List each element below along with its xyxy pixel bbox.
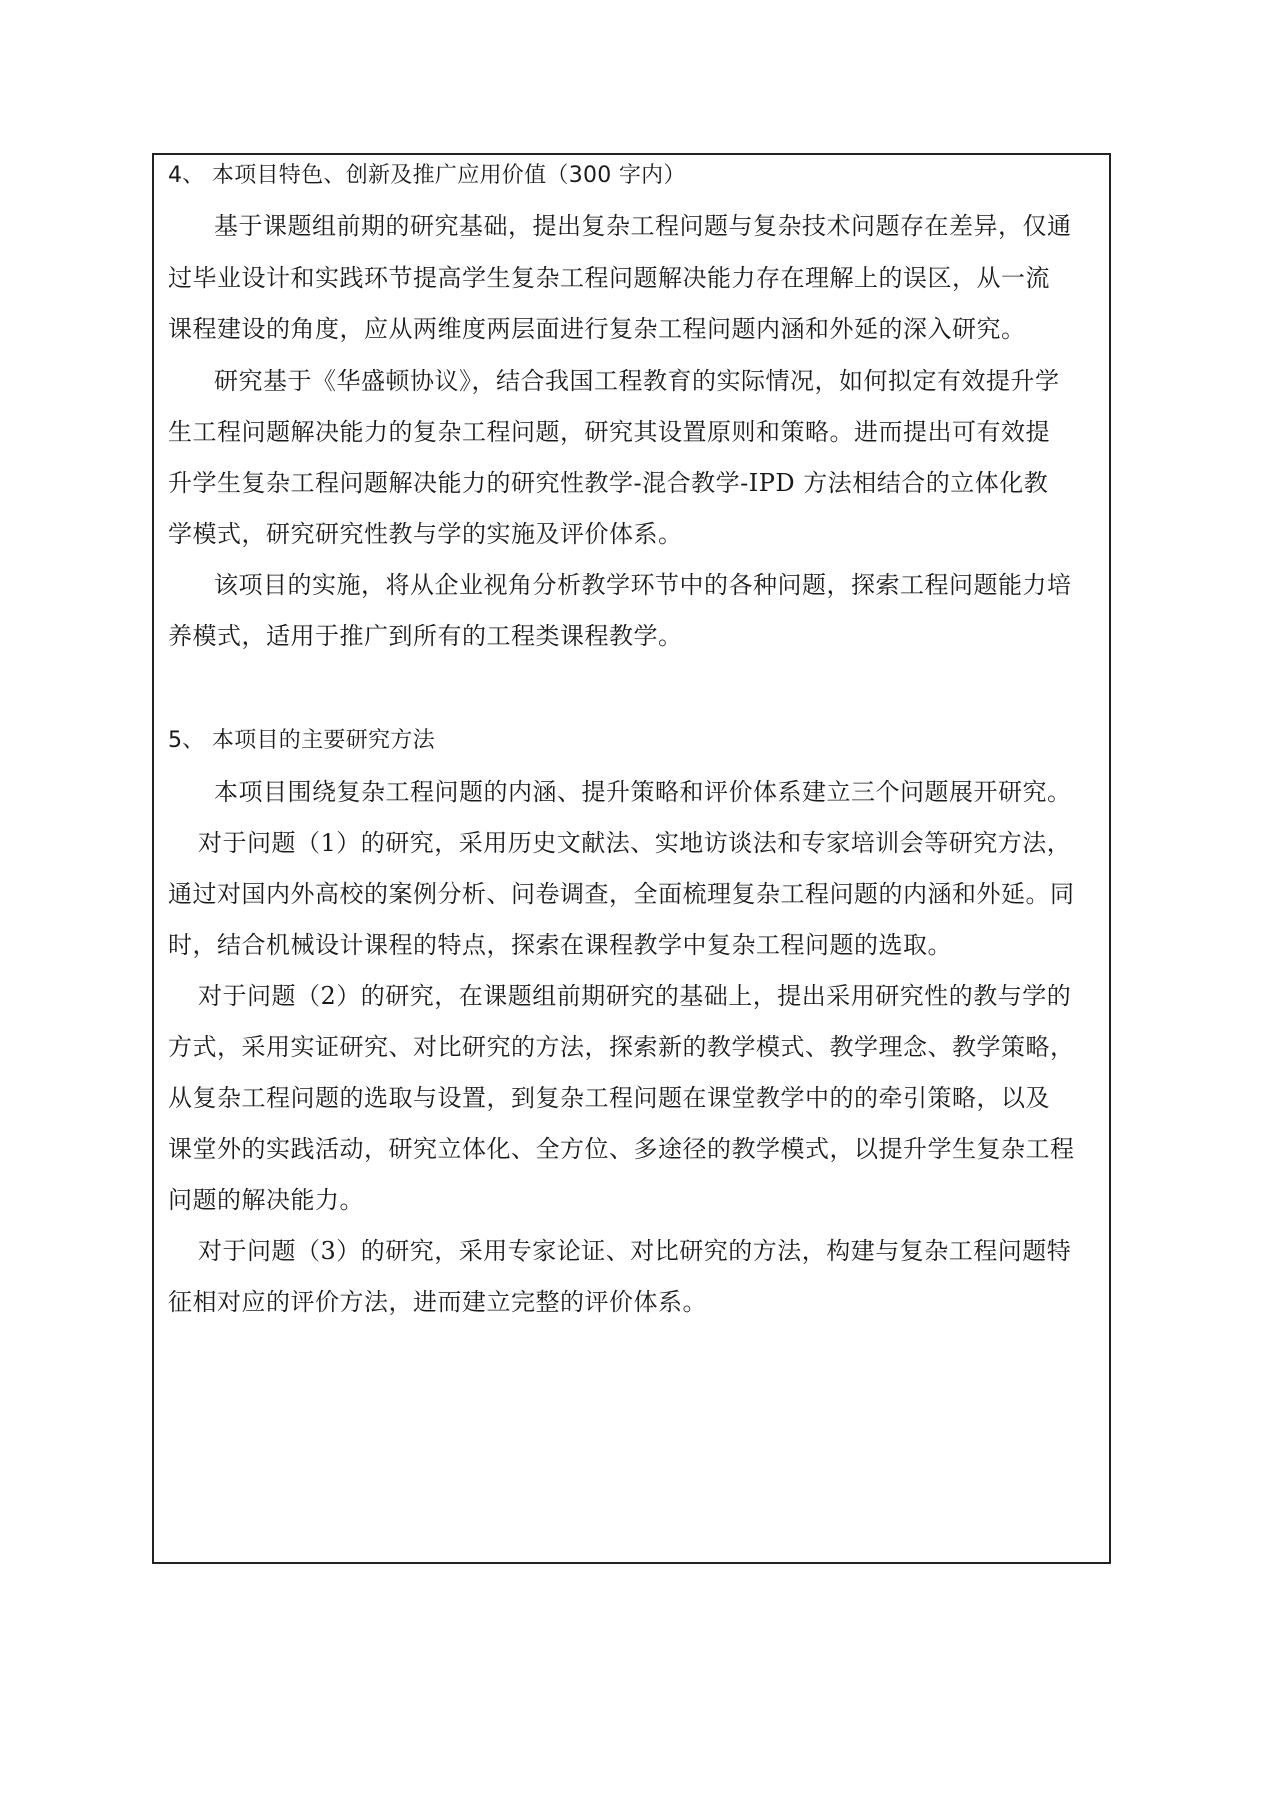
section-4-line-1: 基于课题组前期的研究基础，提出复杂工程问题与复杂技术问题存在差异，仅通 xyxy=(214,212,1072,240)
form-table-cell xyxy=(152,153,1111,1564)
section-4-line-8: 该项目的实施，将从企业视角分析教学环节中的各种问题，探索工程问题能力培 xyxy=(214,571,1072,599)
section-4-line-7: 学模式，研究研究性教与学的实施及评价体系。 xyxy=(168,520,683,548)
section-4-line-3: 课程建设的角度，应从两维度两层面进行复杂工程问题内涵和外延的深入研究。 xyxy=(168,315,1026,343)
section-4-heading: 4、 本项目特色、创新及推广应用价值（300 字内） xyxy=(168,163,686,188)
section-5-line-9: 问题的解决能力。 xyxy=(168,1186,364,1214)
section-5-line-3: 通过对国内外高校的案例分析、问卷调查，全面梳理复杂工程问题的内涵和外延。同 xyxy=(168,880,1075,908)
section-5-line-8: 课堂外的实践活动，研究立体化、全方位、多途径的教学模式，以提升学生复杂工程 xyxy=(168,1135,1075,1163)
section-5-line-7: 从复杂工程问题的选取与设置，到复杂工程问题在课堂教学中的的牵引策略，以及 xyxy=(168,1084,1050,1112)
section-4-line-4: 研究基于《华盛顿协议》，结合我国工程教育的实际情况，如何拟定有效提升学 xyxy=(214,367,1060,395)
section-5-line-6: 方式，采用实证研究、对比研究的方法，探索新的教学模式、教学理念、教学策略， xyxy=(168,1033,1075,1061)
section-4-line-2: 过毕业设计和实践环节提高学生复杂工程问题解决能力存在理解上的误区，从一流 xyxy=(168,264,1050,292)
section-5-line-4: 时，结合机械设计课程的特点，探索在课程教学中复杂工程问题的选取。 xyxy=(168,931,952,959)
section-5-heading: 5、 本项目的主要研究方法 xyxy=(168,728,435,753)
section-4-line-5: 生工程问题解决能力的复杂工程问题，研究其设置原则和策略。进而提出可有效提 xyxy=(168,418,1050,446)
section-5-line-10: 对于问题（3）的研究，采用专家论证、对比研究的方法，构建与复杂工程问题特 xyxy=(198,1237,1072,1265)
section-5-line-2: 对于问题（1）的研究，采用历史文献法、实地访谈法和专家培训会等研究方法， xyxy=(198,829,1072,857)
section-5-line-5: 对于问题（2）的研究，在课题组前期研究的基础上，提出采用研究性的教与学的 xyxy=(198,982,1072,1010)
section-4-line-9: 养模式，适用于推广到所有的工程类课程教学。 xyxy=(168,622,683,650)
section-5-line-1: 本项目围绕复杂工程问题的内涵、提升策略和评价体系建立三个问题展开研究。 xyxy=(214,778,1072,806)
section-4-line-6: 升学生复杂工程问题解决能力的研究性教学-混合教学-IPD 方法相结合的立体化教 xyxy=(168,469,1049,497)
section-5-line-11: 征相对应的评价方法，进而建立完整的评价体系。 xyxy=(168,1288,707,1316)
